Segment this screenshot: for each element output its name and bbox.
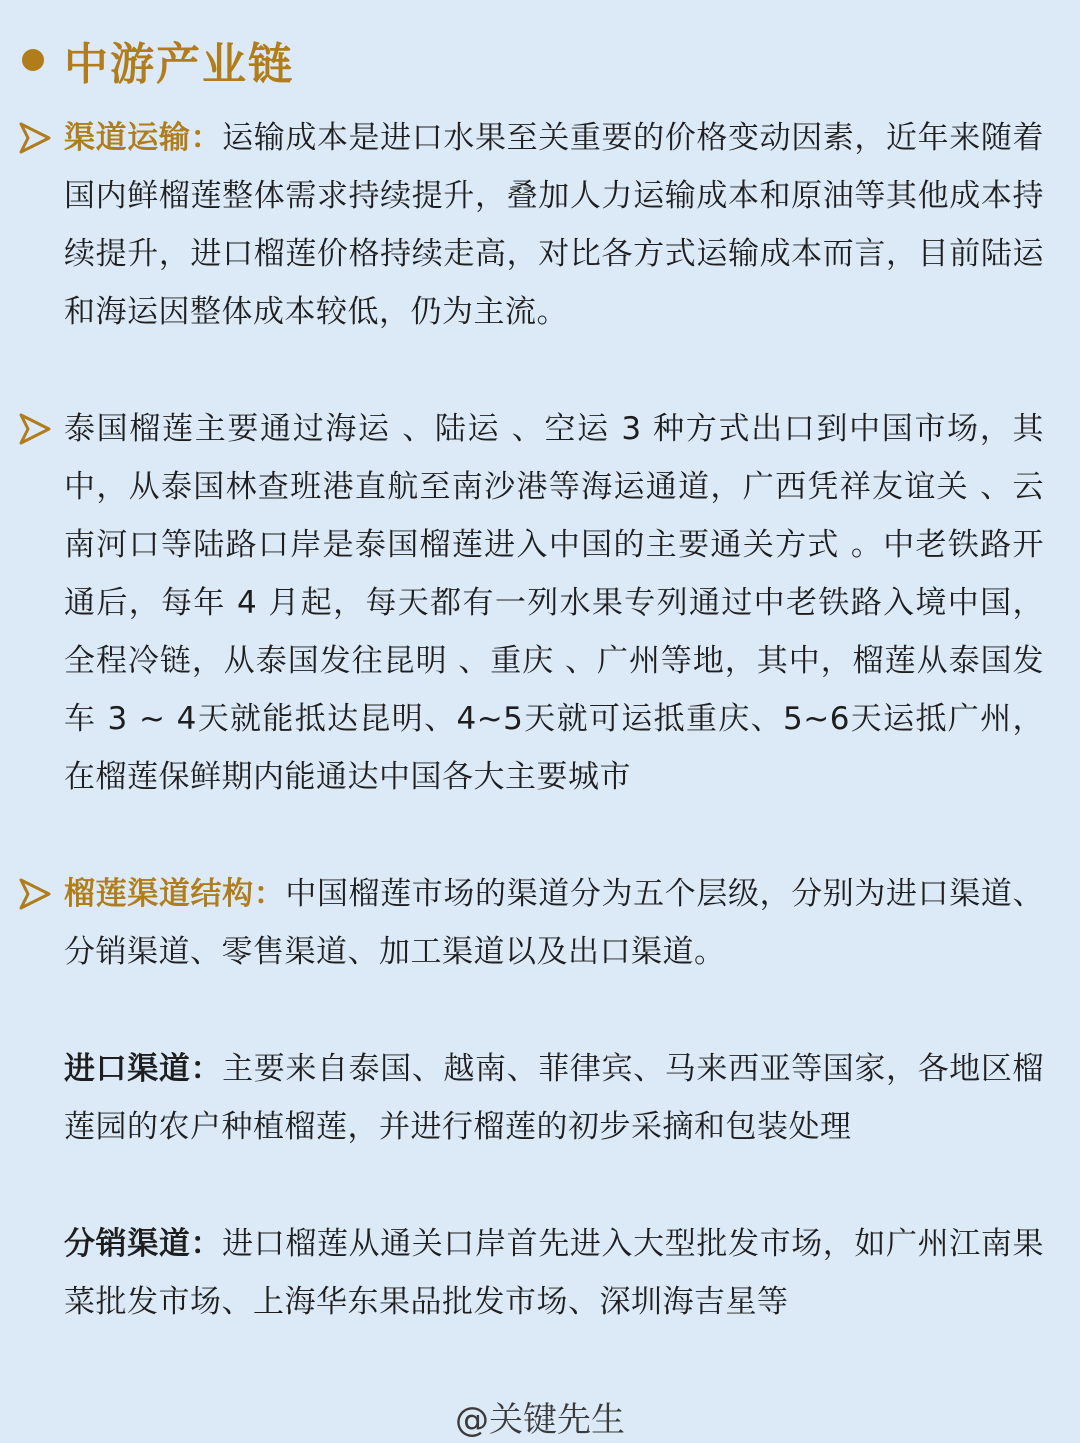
arrow-bullet-icon bbox=[18, 412, 52, 446]
section-title: 中游产业链 bbox=[64, 39, 294, 90]
transport-label: 渠道运输： bbox=[64, 120, 223, 156]
transport-text: 运输成本是进口水果至关重要的价格变动因素，近年来随着国内鲜榴莲整体需求持续提升，叠加人力运输成本和原油等其他成本持续提升，进口榴莲价格持续走高，对比各方式运输成本而言，目前陆运和海运因整体成本较低，仍为主流。 bbox=[64, 120, 1045, 330]
distribution-channel-label: 分销渠道： bbox=[64, 1226, 223, 1262]
channel-structure-label: 榴莲渠道结构： bbox=[64, 876, 286, 912]
arrow-bullet-icon bbox=[18, 877, 52, 911]
import-channel-label: 进口渠道： bbox=[64, 1051, 223, 1087]
channel-structure-paragraph bbox=[64, 865, 1044, 981]
transport-paragraph bbox=[64, 109, 1044, 341]
arrow-bullet-icon bbox=[18, 121, 52, 155]
author-watermark: @关键先生 bbox=[455, 1400, 625, 1440]
thailand-export-paragraph bbox=[64, 400, 1044, 806]
import-channel-paragraph bbox=[64, 1040, 1044, 1156]
distribution-channel-text: 进口榴莲从通关口岸首先进入大型批发市场，如广州江南果菜批发市场、上海华东果品批发市场、深圳海吉星等 bbox=[64, 1226, 1045, 1320]
section-heading bbox=[22, 30, 294, 90]
thailand-export-text: 泰国榴莲主要通过海运 、陆运 、空运 3 种方式出口到中国市场，其中，从泰国林查班港直航至南沙港等海运通道，广西凭祥友谊关 、云南河口等陆路口岸是泰国榴莲进入中国的主要通关方式 。中老铁路开通后，每年 4 月起，每天都有一列水果专列通过中老铁路入境中国，全程冷链，从泰国发往昆明 、重庆 、广州等地，其中，榴莲从泰国发车 3 ~ 4天就能抵达昆明、4~5天就可运抵重庆、5~6天运抵广州，在榴莲保鲜期内能通达中国各大主要城市 bbox=[64, 411, 1044, 795]
bullet-dot-icon bbox=[22, 49, 44, 71]
distribution-channel-paragraph bbox=[64, 1215, 1044, 1331]
channel-structure-text: 中国榴莲市场的渠道分为五个层级，分别为进口渠道、分销渠道、零售渠道、加工渠道以及出口渠道。 bbox=[64, 876, 1045, 970]
import-channel-text: 主要来自泰国、越南、菲律宾、马来西亚等国家，各地区榴莲园的农户种植榴莲，并进行榴莲的初步采摘和包装处理 bbox=[64, 1051, 1045, 1145]
